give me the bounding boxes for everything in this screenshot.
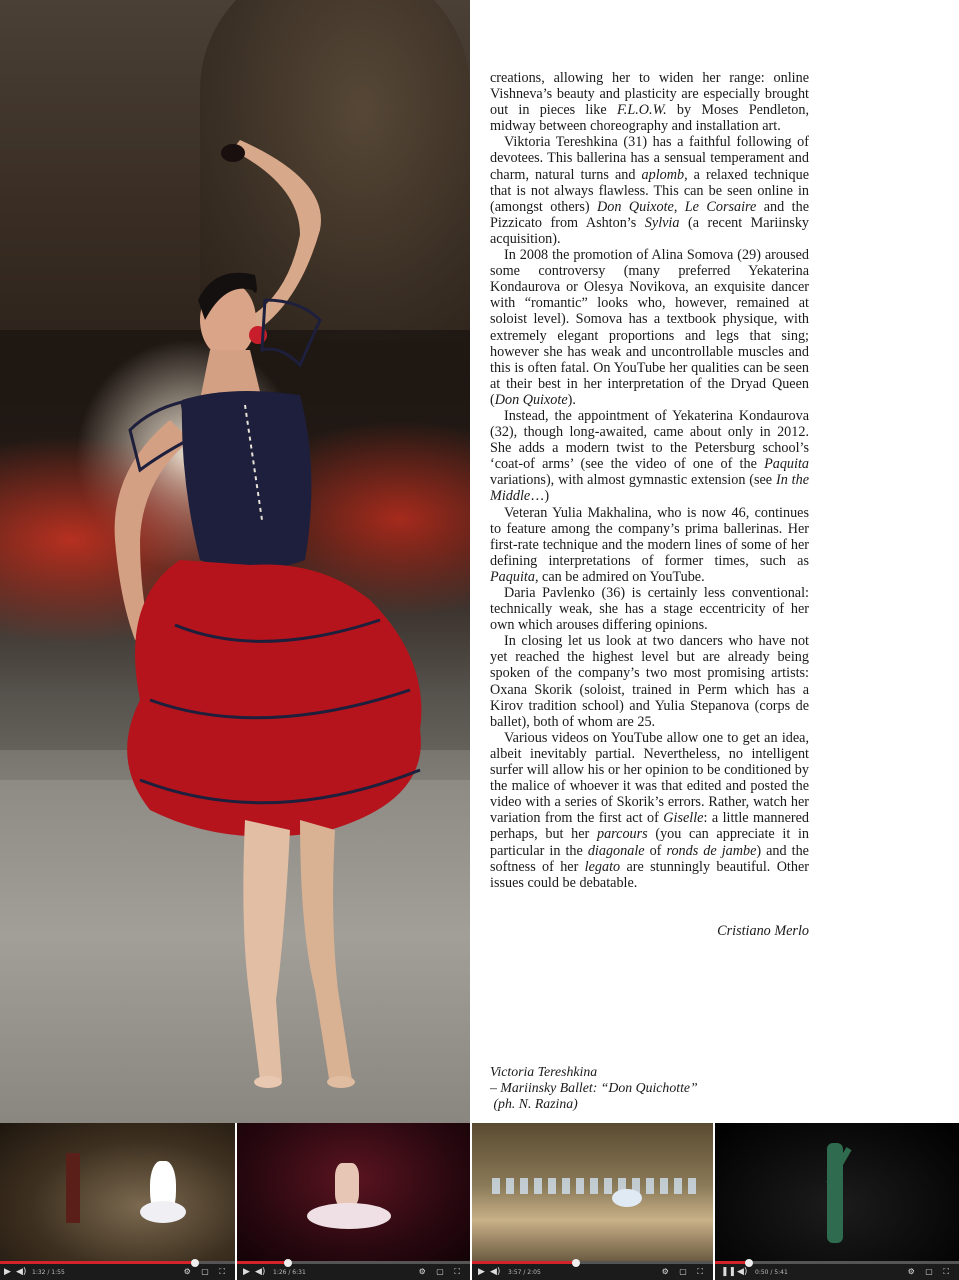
volume-icon[interactable]: ◀) bbox=[737, 1267, 748, 1277]
video-thumbnail-3[interactable] bbox=[472, 1123, 715, 1280]
video-time: 1:32 / 1:55 bbox=[32, 1269, 65, 1276]
video-frame bbox=[0, 1123, 235, 1262]
paragraph: Various videos on YouTube allow one to get an idea, albeit inevitably partial. Nevertheless, no intelligent surfer will allow his or her opinion to be conditioned by the malice of whoever it was that edited and posted the video with a series of Skorik’s errors. Rather, watch her variation from the first act of Giselle: a little mannered perhaps, but her parcours (you can appreciate it in particular in the diagonale of ronds de jambe) and the softness of her legato are stunningly beautiful. Other issues could be debatable. bbox=[490, 729, 809, 891]
video-frame bbox=[237, 1123, 470, 1262]
volume-icon[interactable]: ◀) bbox=[16, 1267, 27, 1277]
main-photo bbox=[0, 0, 470, 1123]
player-settings-icons[interactable]: ⚙ ▢ ⛶ bbox=[418, 1267, 464, 1276]
author-signature: Cristiano Merlo bbox=[717, 923, 809, 939]
scrubber-handle[interactable] bbox=[284, 1259, 292, 1267]
pause-icon[interactable]: ❚❚ bbox=[721, 1267, 737, 1277]
progress-played bbox=[237, 1261, 288, 1264]
video-thumbnail-4[interactable] bbox=[715, 1123, 959, 1280]
video-frame bbox=[715, 1123, 959, 1262]
scrubber-handle[interactable] bbox=[191, 1259, 199, 1267]
scrubber-handle[interactable] bbox=[745, 1259, 753, 1267]
player-settings-icons[interactable]: ⚙ ▢ ⛶ bbox=[661, 1267, 707, 1276]
player-settings-icons[interactable]: ⚙ ▢ ⛶ bbox=[183, 1267, 229, 1276]
play-icon[interactable]: ▶ bbox=[478, 1267, 485, 1277]
scrubber-handle[interactable] bbox=[572, 1259, 580, 1267]
video-thumbnail-2[interactable] bbox=[237, 1123, 472, 1280]
paragraph: Daria Pavlenko (36) is certainly less conventional: technically weak, she has a stage eccentricity of her own which arouses differing opinions. bbox=[490, 585, 809, 634]
progress-played bbox=[715, 1261, 749, 1264]
article-body bbox=[490, 70, 809, 891]
progress-played bbox=[472, 1261, 576, 1264]
paragraph: Veteran Yulia Makhalina, who is now 46, continues to feature among the company’s prima ballerinas. Her first-rate technique and the modern lines of some of her defining interpretations of former times, such as Paquita, can be admired on YouTube. bbox=[490, 504, 809, 585]
photo-caption bbox=[490, 1064, 790, 1112]
caption-line: (ph. N. Razina) bbox=[490, 1096, 578, 1111]
volume-icon[interactable]: ◀) bbox=[490, 1267, 501, 1277]
paragraph: Instead, the appointment of Yekaterina Kondaurova (32), though long-awaited, came about only in 2012. She adds a modern twist to the Petersburg school’s ‘coat-of arms’ (see the video of one of the Paquita variations), with almost gymnastic extension (see In the Middle…) bbox=[490, 407, 809, 505]
video-frame bbox=[472, 1123, 713, 1262]
paragraph: Viktoria Tereshkina (31) has a faithful following of devotees. This ballerina has a sensual temperament and charm, natural turns and aplomb, a relaxed technique that is not always flawless. This can be seen online in (amongst others) Don Quixote, Le Corsaire and the Pizzicato from Ashton’s Sylvia (a recent Mariinsky acquisition). bbox=[490, 134, 810, 247]
caption-line: – Mariinsky Ballet: “Don Quichotte” bbox=[490, 1080, 698, 1095]
play-icon[interactable]: ▶ bbox=[4, 1267, 11, 1277]
video-thumbnail-strip bbox=[0, 1123, 959, 1280]
video-time: 1:26 / 6:31 bbox=[273, 1269, 306, 1276]
paragraph: In closing let us look at two dancers who have not yet reached the highest level but are already being spoken of the company’s two most promising artists: Oxana Skorik (soloist, trained in Perm which has a Kirov tradition school) and Yulia Stepanova (corps de ballet), both of whom are 25. bbox=[490, 633, 809, 730]
paragraph: In 2008 the promotion of Alina Somova (29) aroused some controversy (many preferred Yekaterina Kondaurova or Olesya Novikova, an exquisite dancer with “romantic” looks who, however, remained at soloist level). Somova has a textbook physique, with extremely elegant proportions and legs that sing; however she has weak and uncontrollable muscles and this is often fatal. On YouTube her qualities can be seen at their best in her interpretation of the Dryad Queen (Don Quixote). bbox=[490, 247, 809, 408]
play-icon[interactable]: ▶ bbox=[243, 1267, 250, 1277]
video-thumbnail-1[interactable] bbox=[0, 1123, 237, 1280]
volume-icon[interactable]: ◀) bbox=[255, 1267, 266, 1277]
video-time: 3:57 / 2:05 bbox=[508, 1269, 541, 1276]
progress-played bbox=[0, 1261, 195, 1264]
video-time: 0:50 / 5:41 bbox=[755, 1269, 788, 1276]
ballerina-figure bbox=[0, 0, 470, 1123]
caption-line: Victoria Tereshkina bbox=[490, 1064, 598, 1079]
paragraph: creations, allowing her to widen her range: online Vishneva’s beauty and plasticity are especially brought out in pieces like F.L.O.W. by Moses Pendleton, midway between choreography and installation art. bbox=[490, 70, 809, 135]
player-settings-icons[interactable]: ⚙ ▢ ⛶ bbox=[907, 1267, 953, 1276]
